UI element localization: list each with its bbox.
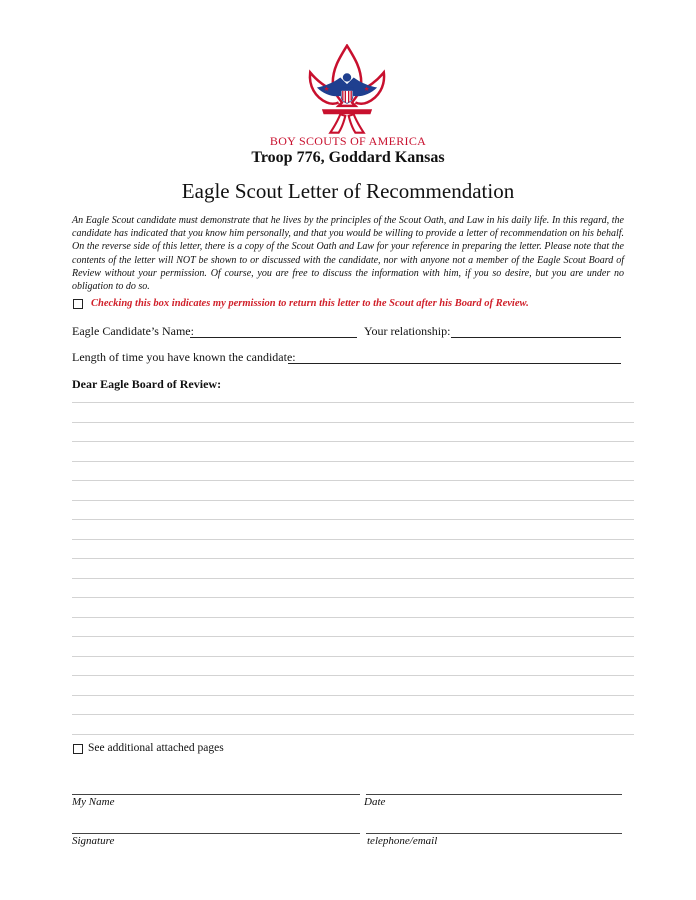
relationship-label: Your relationship: bbox=[364, 324, 451, 338]
bsa-fleur-de-lis-logo-icon bbox=[305, 44, 389, 136]
writing-line bbox=[72, 558, 634, 559]
writing-line bbox=[72, 539, 634, 540]
known-length-label: Length of time you have known the candidate: bbox=[72, 350, 296, 364]
intro-paragraph: An Eagle Scout candidate must demonstrate that he lives by the principles of the Scout Oath, and Law in his daily life. In this regard, the candidate has indicated that you know him personally, and that you would be willing to provide a letter of recommendation on his behalf. On the reverse side of this letter, there is a copy of the Scout Oath and Law for your reference in preparing the letter. Please note that the contents of the letter will NOT be shown to or discussed with the candidate, nor with anyone not a member of the Eagle Scout Board of Review without your permission. Of course, you are free to discuss the information with him, if you so desire, but you are under no obligation to do so. bbox=[72, 215, 624, 293]
writing-line bbox=[72, 578, 634, 579]
contact-field[interactable] bbox=[366, 833, 622, 834]
date-label: Date bbox=[364, 796, 386, 808]
contact-label: telephone/email bbox=[367, 835, 438, 847]
organization-name: BOY SCOUTS OF AMERICA bbox=[269, 134, 427, 148]
relationship-field[interactable] bbox=[451, 337, 621, 338]
writing-line bbox=[72, 480, 634, 481]
letter-writing-area[interactable] bbox=[72, 392, 634, 732]
writing-line bbox=[72, 519, 634, 520]
writing-line bbox=[72, 441, 634, 442]
writing-line bbox=[72, 636, 634, 637]
writing-line bbox=[72, 422, 634, 423]
my-name-label: My Name bbox=[72, 796, 115, 808]
writing-line bbox=[72, 675, 634, 676]
candidate-name-label: Eagle Candidate’s Name: bbox=[72, 324, 194, 338]
my-name-field[interactable] bbox=[72, 794, 360, 795]
candidate-name-field[interactable] bbox=[190, 337, 357, 338]
writing-line bbox=[72, 500, 634, 501]
page-title: Eagle Scout Letter of Recommendation bbox=[181, 179, 515, 203]
permission-checkbox[interactable] bbox=[73, 299, 83, 309]
writing-line bbox=[72, 597, 634, 598]
signature-label: Signature bbox=[72, 835, 115, 847]
attached-pages-checkbox[interactable] bbox=[73, 744, 83, 754]
writing-line bbox=[72, 617, 634, 618]
date-field[interactable] bbox=[366, 794, 622, 795]
writing-line bbox=[72, 695, 634, 696]
svg-text:★: ★ bbox=[363, 85, 370, 93]
signature-field[interactable] bbox=[72, 833, 360, 834]
svg-text:★: ★ bbox=[323, 85, 330, 93]
permission-checkbox-label: Checking this box indicates my permission to return this letter to the Scout after his Board of Review. bbox=[91, 298, 529, 309]
attached-pages-label: See additional attached pages bbox=[88, 742, 224, 754]
writing-line bbox=[72, 461, 634, 462]
salutation: Dear Eagle Board of Review: bbox=[72, 377, 222, 391]
writing-line bbox=[72, 402, 634, 403]
troop-heading: Troop 776, Goddard Kansas bbox=[251, 149, 445, 166]
writing-line bbox=[72, 714, 634, 715]
known-length-field[interactable] bbox=[288, 363, 621, 364]
writing-line bbox=[72, 656, 634, 657]
writing-line bbox=[72, 734, 634, 735]
